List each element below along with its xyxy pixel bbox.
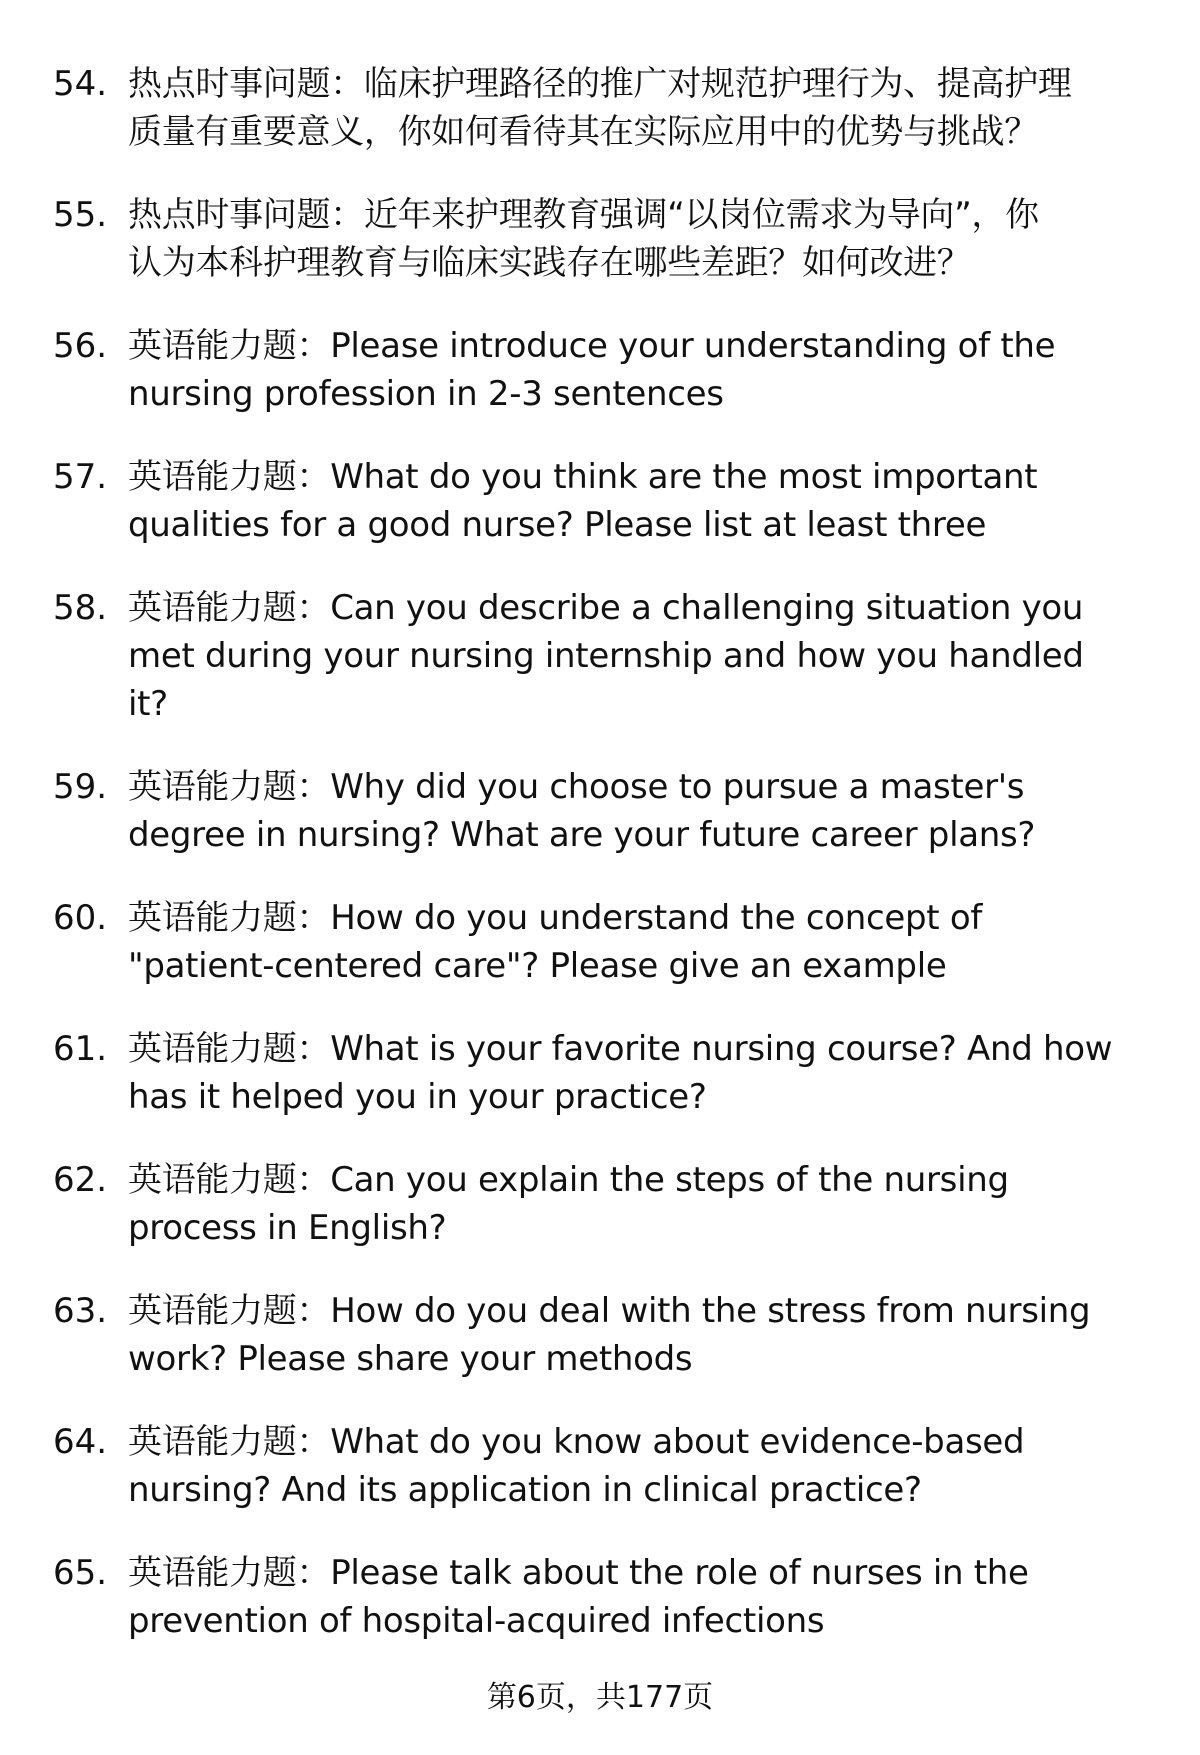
question-text — [128, 60, 1200, 156]
question-number: 61. — [53, 1029, 108, 1069]
question-line: 英语能力题：Can you describe a challenging situation you — [128, 588, 1084, 628]
question-text — [128, 1156, 1200, 1252]
question-line: process in English? — [128, 1208, 447, 1248]
question-number: 57. — [53, 457, 108, 497]
question-text — [128, 322, 1200, 418]
question-line: 英语能力题：Can you explain the steps of the nursing — [128, 1160, 1009, 1200]
question-list — [0, 60, 1200, 1680]
page-footer: 第6页，共177页 — [486, 1680, 714, 1715]
question-number: 54. — [53, 64, 108, 104]
question-number: 55. — [53, 195, 108, 235]
question-line: 英语能力题：How do you deal with the stress from nursing — [128, 1291, 1091, 1331]
question-line: 认为本科护理教育与临床实践存在哪些差距？如何改进？ — [128, 243, 971, 283]
question-item — [0, 1156, 1200, 1252]
question-number: 60. — [53, 898, 108, 938]
question-number: 64. — [53, 1422, 108, 1462]
question-line: 质量有重要意义，你如何看待其在实际应用中的优势与挑战？ — [128, 112, 1038, 152]
question-item — [0, 584, 1200, 728]
question-number: 56. — [53, 326, 108, 366]
question-number: 62. — [53, 1160, 108, 1200]
question-line: qualities for a good nurse? Please list at least three — [128, 505, 987, 545]
question-line: work? Please share your methods — [128, 1339, 693, 1379]
question-line: 热点时事问题：近年来护理教育强调“以岗位需求为导向”，你 — [128, 195, 1039, 235]
question-item — [0, 322, 1200, 418]
question-line: prevention of hospital-acquired infections — [128, 1601, 825, 1641]
question-item — [0, 1025, 1200, 1121]
question-text — [128, 1287, 1200, 1383]
question-number: 58. — [53, 588, 108, 628]
question-line: 英语能力题：Please talk about the role of nurses in the — [128, 1553, 1029, 1593]
question-item — [0, 191, 1200, 287]
question-text — [128, 1418, 1200, 1514]
question-text — [128, 191, 1200, 287]
question-line: 英语能力题：How do you understand the concept of — [128, 898, 983, 938]
question-item — [0, 1418, 1200, 1514]
question-item — [0, 453, 1200, 549]
question-item — [0, 1549, 1200, 1645]
question-line: it? — [128, 684, 168, 724]
question-item — [0, 894, 1200, 990]
question-line: nursing? And its application in clinical practice? — [128, 1470, 922, 1510]
question-line: 热点时事问题：临床护理路径的推广对规范护理行为、提高护理 — [128, 64, 1072, 104]
question-line: "patient-centered care"? Please give an example — [128, 946, 947, 986]
question-text — [128, 453, 1200, 549]
question-item — [0, 1287, 1200, 1383]
question-line: 英语能力题：What do you think are the most important — [128, 457, 1038, 497]
question-line: has it helped you in your practice? — [128, 1077, 707, 1117]
question-number: 59. — [53, 767, 108, 807]
question-item — [0, 763, 1200, 859]
question-text — [128, 1025, 1200, 1121]
question-line: 英语能力题：Why did you choose to pursue a master's — [128, 767, 1025, 807]
question-line: 英语能力题：What do you know about evidence-based — [128, 1422, 1025, 1462]
question-text — [128, 763, 1200, 859]
question-line: degree in nursing? What are your future career plans? — [128, 815, 1036, 855]
question-line: 英语能力题：Please introduce your understanding of the — [128, 326, 1056, 366]
question-number: 65. — [53, 1553, 108, 1593]
question-line: met during your nursing internship and how you handled — [128, 636, 1084, 676]
question-text — [128, 1549, 1200, 1645]
question-item — [0, 60, 1200, 156]
question-text — [128, 894, 1200, 990]
question-number: 63. — [53, 1291, 108, 1331]
question-text — [128, 584, 1200, 728]
question-line: 英语能力题：What is your favorite nursing course? And how — [128, 1029, 1113, 1069]
question-line: nursing profession in 2-3 sentences — [128, 374, 724, 414]
